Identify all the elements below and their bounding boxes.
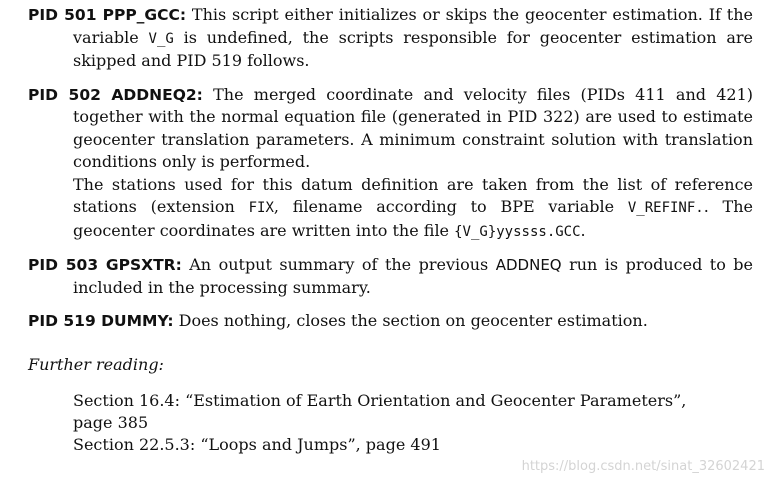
entry-text: is undefined, the scripts responsible for geocenter estimation are skipped and PID 519 follows. (73, 27, 753, 70)
entry-pid-503 (28, 254, 753, 299)
entry-heading: PID 519 DUMMY: (28, 312, 174, 330)
document-page (28, 4, 753, 456)
entry-text: The merged coordinate and velocity files (PIDs 411 and 421) together with the normal equation file (generated in PID 322) are used to estimate geocenter translation parameters. A minimum constraint solution with translation conditions only is performed. (73, 84, 754, 171)
entry-text: , filename according to BPE variable (273, 197, 628, 216)
code-variable: V_REFINF. (627, 200, 704, 216)
entry-text: Does nothing, closes the section on geocenter estimation. (173, 311, 648, 330)
reference-item (73, 434, 753, 456)
further-reading-list (28, 390, 753, 456)
reference-text: Section 16.4: “Estimation of Earth Orientation and Geocenter Parameters”, (73, 390, 687, 410)
entry-text: . (580, 220, 586, 240)
entry-text: An output summary of the previous (181, 255, 496, 274)
code-extension: FIX (248, 200, 274, 216)
entry-heading: PID 503 GPSXTR: (28, 256, 182, 274)
reference-text: Section 22.5.3: “Loops and Jumps”, page 491 (73, 434, 441, 454)
further-reading-title: Further reading: (28, 354, 164, 374)
entry-text: run is produced to be included in the processing summary. (73, 255, 754, 297)
reference-page: page 385 (73, 412, 149, 432)
code-filename: {V_G}yyssss.GCC (454, 223, 581, 240)
code-variable: V_G (148, 30, 174, 47)
entry-text: . The geocenter coordinates are written into the file (73, 197, 754, 240)
entry-heading: PID 502 ADDNEQ2: (28, 85, 203, 104)
entry-pid-502 (28, 84, 753, 244)
entry-text: This script either initializes or skips the geocenter estimation. If the variable (73, 5, 753, 47)
reference-item (73, 390, 753, 434)
program-name: ADDNEQ (495, 256, 562, 274)
entry-heading: PID 501 PPP_GCC: (28, 6, 187, 24)
entry-pid-519 (28, 310, 753, 333)
entry-pid-501 (28, 4, 753, 73)
watermark: https://blog.csdn.net/sinat_32602421 (521, 459, 765, 474)
entry-paragraph (73, 174, 753, 244)
entry-text: The stations used for this datum definition are taken from the list of reference stations (extension (73, 174, 753, 216)
